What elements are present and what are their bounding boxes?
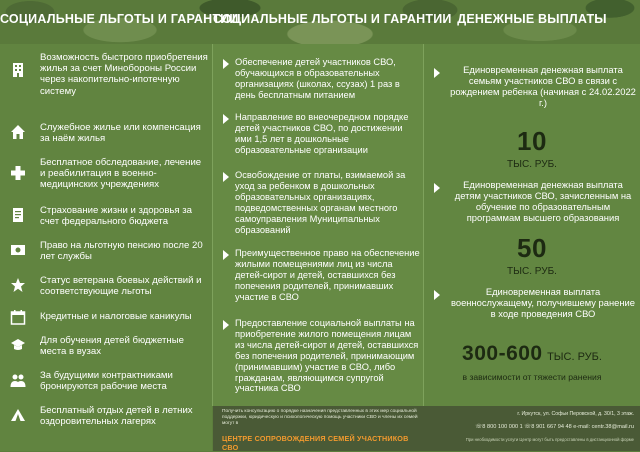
payment-amount: 10 [517, 126, 547, 156]
guarantee-text: Предоставление социальной выплаты на приобретение жилого помещения лицам из числа детей-сирот и детей, оставшихся без попечения родителей, принимающим (принимавшим) участие в СВО, либо гражданам, являющимся супругой участника СВО [235, 318, 419, 394]
bullet-triangle-icon [223, 59, 229, 69]
bullet-triangle-icon [223, 114, 229, 124]
payment-unit: ТЫС. РУБ. [507, 266, 557, 277]
payment-note: в зависимости от тяжести ранения [462, 372, 602, 382]
bullet-triangle-icon [223, 172, 229, 182]
payment-range [424, 342, 640, 366]
col1-header: СОЦИАЛЬНЫЕ ЛЬГОТЫ И ГАРАНТИИ [0, 12, 239, 26]
col2-header: СОЦИАЛЬНЫЕ ЛЬГОТЫ И ГАРАНТИИ [213, 12, 452, 26]
payment-amount: 300-600 [462, 342, 543, 365]
payment-amount: 50 [517, 233, 547, 263]
bullet-triangle-icon [223, 250, 229, 260]
guarantee-text: Направление во внеочередном порядке детей участников СВО, по достижении ими 1,5 лет в дошкольные образовательные организации [235, 112, 409, 155]
footer-center-name: ЦЕНТРЕ СОПРОВОЖДЕНИЯ СЕМЕЙ УЧАСТНИКОВ СВО [222, 434, 409, 452]
footer-contacts: ☏8 800 100 000 1 ☏8 901 667 94 48 e-mail: centr.38@mail.ru [475, 424, 634, 430]
bullet-triangle-icon [434, 290, 440, 300]
footer-address: г. Иркутск, ул. Софьи Перовской, д. 30/1, 3 этаж. [517, 411, 634, 417]
benefit-text: Кредитные и налоговые каникулы [40, 311, 192, 322]
benefit-text: Для обучения детей бюджетные места в вузах [40, 335, 184, 358]
document-icon [10, 207, 26, 223]
star-icon [10, 277, 26, 293]
calendar-icon [10, 309, 26, 325]
bullet-triangle-icon [434, 68, 440, 78]
footer-note: При необходимости услуги Центр могут быть предоставлены в дистанционной форме [465, 437, 634, 442]
column-divider [212, 44, 213, 406]
graduation-cap-icon [10, 337, 26, 353]
bullet-triangle-icon [223, 320, 229, 330]
house-icon [10, 124, 26, 140]
col3-header: ДЕНЕЖНЫЕ ВЫПЛАТЫ [457, 12, 607, 26]
building-icon [10, 62, 26, 78]
bullet-triangle-icon [434, 183, 440, 193]
benefit-text: Право на льготную пенсию после 20 лет службы [40, 240, 203, 263]
tent-icon [10, 407, 26, 423]
benefit-text: Страхование жизни и здоровья за счет федерального бюджета [40, 205, 193, 228]
payment-text: Единовременная выплата военнослужащему, получившему ранение в ходе проведения СВО [450, 286, 635, 319]
guarantee-text: Освобождение от платы, взимаемой за уход за ребенком в дошкольных образовательных организациях, подведомственных органам местного самоуправления Муниципальных образований [235, 170, 406, 235]
people-icon [10, 372, 26, 388]
benefit-text: Служебное жилье или компенсация за наём жилья [40, 122, 201, 145]
benefit-text: Бесплатный отдых детей в летних оздоровительных лагерях [40, 405, 193, 428]
payment-text: Единовременная денежная выплата семьям участников СВО в связи с рождением ребенка (начиная с 24.02.2022 г.) [450, 64, 636, 108]
guarantee-text: Обеспечение детей участников СВО, обучающихся в образовательных организациях (школах, ссузах) 1 раз в день бесплатным питанием [235, 57, 400, 100]
guarantee-text: Преимущественное право на обеспечение жилыми помещениями лиц из числа детей-сирот и детей, оставшихся без попечения родителей, принимавших участие в СВО [235, 248, 420, 302]
payment-text: Единовременная денежная выплата детям участников СВО, зачисленным на обучение по образовательным программам высшего образования [454, 179, 632, 223]
money-icon [10, 242, 26, 258]
payment-unit: ТЫС. РУБ. [547, 351, 602, 363]
benefit-text: Статус ветерана боевых действий и соответствующие льготы [40, 275, 202, 298]
payment-unit: ТЫС. РУБ. [507, 159, 557, 170]
benefit-text: Возможность быстрого приобретения жилья за счет Минобороны России через накопительно-ипотечную систему [40, 52, 208, 97]
benefit-text: Бесплатное обследование, лечение и реабилитация в военно-медицинских учреждениях [40, 157, 202, 191]
benefit-text: За будущими контрактниками бронируются рабочие места [40, 370, 173, 393]
footer-consult-text: Получить консультацию о порядке назначения представленных в этих мер социальной поддержки, юридическую и психологическую помощь участники СВО и члены их семей могут в [222, 409, 418, 426]
medical-cross-icon [10, 165, 26, 181]
